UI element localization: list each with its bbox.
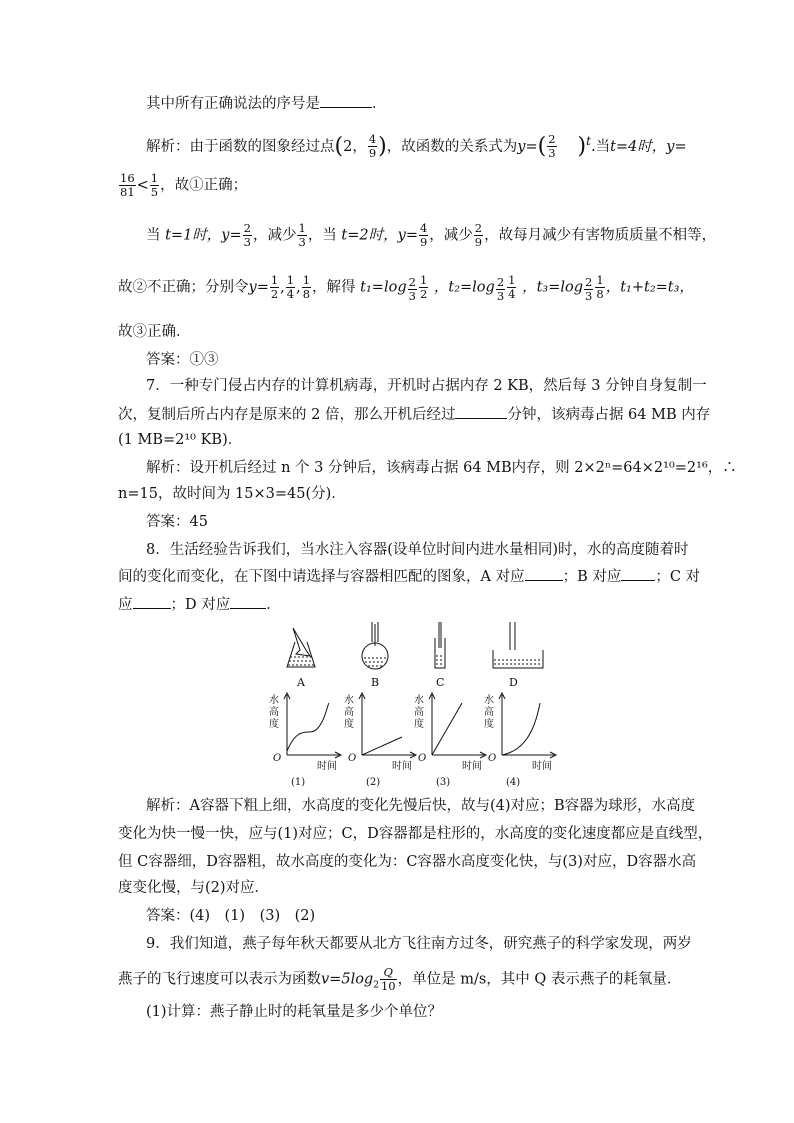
graph-label-3: (3) [436,777,451,788]
container-label-b: B [371,676,380,689]
y-axis-label: 高 [344,707,354,718]
answer-8: 答案：(4) (1) (3) (2) [146,908,316,924]
container-c [435,622,445,668]
answer-blank [133,594,171,609]
question-9-line2: 燕子的飞行速度可以表示为函数$v=5\log_2$ $\frac{Q}{10}$ ，单位是 m/s，其中 Q 表示燕子的耗氧量． [118,965,682,993]
question-9-line3: (1)计算：燕子静止时的耗氧量是多少个单位？ [146,1004,443,1020]
origin-label: O [273,753,282,764]
x-axis-label: 时间 [532,761,552,772]
solution-7-line2: n=15，故时间为 15×3=45(分)． [118,486,346,502]
container-label-c: C [436,676,445,689]
question-8-line1: 8．生活经验告诉我们，当水注入容器(设单位时间内进水量相同)时，水的高度随着时 [146,542,689,558]
answer-prompt: 其中所有正确说法的序号是 ． [146,93,387,114]
graph-curve-2 [362,737,402,755]
y-axis-label: 度 [344,719,354,730]
question-9-line1: 9．我们知道，燕子每年秋天都要从北方飞往南方过冬，研究燕子的科学家发现，两岁 [146,936,692,952]
solution-8-line4: 度变化慢，与(2)对应． [118,880,270,896]
origin-label: O [488,753,497,764]
container-d [493,622,543,668]
container-label-d: D [509,676,518,689]
solution-6-line1: 解析：由于函数的图象经过点(2， $\frac{4}{9}$ )，故函数的关系式为y=( $\frac{2}{3}$ )$^t$.当t=4时，y= [146,132,687,161]
answer-7: 答案：45 [146,514,208,530]
container-a [287,628,315,667]
answer-6: 答案：①③ [146,352,219,368]
origin-label: O [348,753,357,764]
origin-label: O [418,753,427,764]
container-label-a: A [297,676,305,689]
graph-curve-4 [502,703,540,755]
answer-blank [621,566,655,581]
solution-8-line1: 解析：A容器下粗上细，水高度的变化先慢后快，故与(4)对应；B容器为球形，水高度 [146,798,696,814]
solution-7-line1: 解析：设开机后经过 n 个 3 分钟后，该病毒占据 64 MB内存，则 2×2ⁿ=64×2¹⁰=2¹⁶，∴ [146,460,737,476]
graph-label-1: (1) [291,777,306,788]
solution-6-line4: 故②不正确；分别令y= $\frac{1}{2}$ , $\frac{1}{4}$ , $\frac{1}{8}$ ，解得 t₁=log $\frac{2}{3}$ $\frac{1}{2}$ ，t₂=log $\frac{2}{3}$ $\frac{1}{4}$ ，t₃=log $\frac{2}{3}$ $\frac{1}{8}$ ，t₁+t₂=t₃， [118,273,694,303]
y-axis-label: 水 [484,695,494,706]
question-8-line3: 应 ；D 对应 ． [118,594,281,615]
y-axis-label: 水 [344,695,354,706]
y-axis-label: 度 [269,719,279,730]
y-axis-label: 水 [414,695,424,706]
question-7-line3: (1 MB=2¹⁰ KB)． [118,432,243,448]
y-axis-label: 度 [484,719,494,730]
y-axis-label: 高 [414,707,424,718]
y-axis-label: 度 [414,719,424,730]
graph-curve-3 [432,703,462,755]
y-axis-label: 高 [269,707,279,718]
graph-label-4: (4) [506,777,521,788]
graph-label-2: (2) [366,777,381,788]
container-b [362,622,388,669]
answer-blank [455,404,507,419]
question-8-line2: 间的变化而变化，在下图中请选择与容器相匹配的图象，A 对应 ；B 对应 ；C 对 [118,566,700,587]
x-axis-label: 时间 [392,761,412,772]
answer-blank [230,594,266,609]
question-7-line1: 7．一种专门侵占内存的计算机病毒，开机时占据内存 2 KB，然后每 3 分钟自身复制一 [146,378,707,394]
solution-6-line3: 当 t=1时，y= $\frac{2}{3}$ ，减少 $\frac{1}{3}$ ，当 t=2时，y= $\frac{4}{9}$ ，减少 $\frac{2}{9}$ ，故每月减少有害物质质量不相等， [146,221,717,249]
y-axis-label: 水 [269,695,279,706]
solution-8-line2: 变化为快一慢一快，应与(1)对应；C，D容器都是柱形的，水高度的变化速度都应是直线型， [118,826,713,842]
solution-8-line3: 但 C容器细，D容器粗，故水高度的变化为：C容器水高度变化快，与(3)对应，D容器水高 [118,854,697,870]
x-axis-label: 时间 [317,761,337,772]
containers-graphs-figure [255,620,552,788]
question-7-line2: 次，复制后所占内存是原来的 2 倍，那么开机后经过 分钟，该病毒占据 64 MB 内存 [118,404,710,425]
answer-blank [525,566,563,581]
solution-6-line2: $\frac{16}{81}$ < $\frac{1}{5}$ ，故①正确； [120,171,248,199]
y-axis-label: 高 [484,707,494,718]
graph-curve-1 [287,703,329,751]
solution-6-line5: 故③正确． [118,324,191,340]
answer-blank [320,93,372,108]
x-axis-label: 时间 [462,761,482,772]
